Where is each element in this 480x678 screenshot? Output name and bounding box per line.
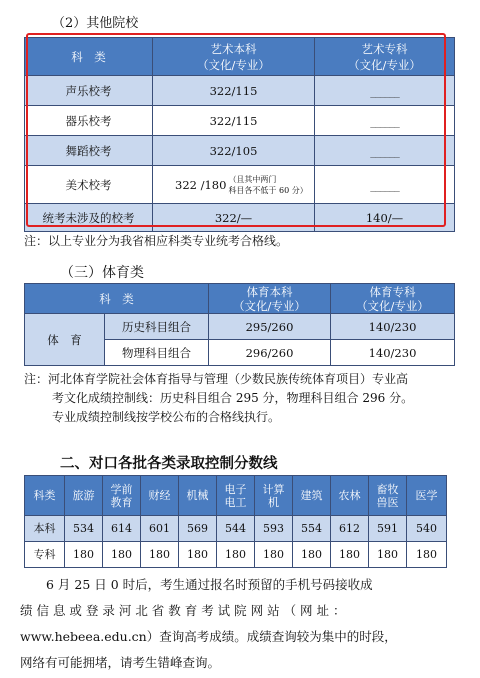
row-name: 声乐校考 — [25, 76, 153, 106]
score-cell: 180 — [179, 542, 217, 568]
score-cell: 601 — [141, 516, 179, 542]
section-title-other-schools: （2）其他院校 — [52, 16, 139, 31]
score-cell: 544 — [217, 516, 255, 542]
undergrad-score: 322/— — [153, 204, 315, 232]
header-cell: 电子 电工 — [217, 476, 255, 516]
undergrad-score: 296/260 — [209, 340, 331, 366]
undergrad-score: 322/115 — [153, 76, 315, 106]
college-score: 140/230 — [331, 340, 455, 366]
header-cell: 旅游 — [65, 476, 103, 516]
sports-score-table — [24, 283, 455, 366]
score-cell: 180 — [65, 542, 103, 568]
header-cell: 医学 — [407, 476, 447, 516]
red-highlight-frame — [26, 33, 446, 227]
score-cell: 591 — [369, 516, 407, 542]
score-cell: 569 — [179, 516, 217, 542]
undergrad-score: 322 /180 — [175, 177, 227, 192]
table-row — [25, 542, 447, 568]
college-score: ______ — [315, 136, 455, 166]
college-score: ______ — [315, 76, 455, 106]
header-row — [25, 476, 447, 516]
score-cell: 180 — [293, 542, 331, 568]
row-label: 专科 — [25, 542, 65, 568]
score-cell: 534 — [65, 516, 103, 542]
paragraph-line: www.hebeea.edu.cn）查询高考成绩。成绩查询较为集中的时段， — [20, 629, 397, 644]
score-cell: 540 — [407, 516, 447, 542]
college-score: 140/— — [315, 204, 455, 232]
header-sports-undergrad: 体育本科 （文化/专业） — [209, 284, 331, 314]
undergrad-score: 322/115 — [153, 106, 315, 136]
row-name: 器乐校考 — [25, 106, 153, 136]
score-cell: 180 — [141, 542, 179, 568]
college-score: 140/230 — [331, 314, 455, 340]
score-cell: 180 — [407, 542, 447, 568]
header-sports-college: 体育专科 （文化/专业） — [331, 284, 455, 314]
row-name: 统考未涉及的校考 — [25, 204, 153, 232]
college-score: ______ — [315, 106, 455, 136]
score-cell: 554 — [293, 516, 331, 542]
score-cell: 180 — [103, 542, 141, 568]
score-cell: 593 — [255, 516, 293, 542]
score-note: （且其中两门 科目各不低于 60 分） — [228, 174, 308, 195]
subject-combo: 历史科目组合 — [105, 314, 209, 340]
score-cell: 180 — [217, 542, 255, 568]
header-category: 科 类 — [25, 284, 209, 314]
header-cell: 农林 — [331, 476, 369, 516]
note-art: 注：以上专业分为我省相应科类专业统考合格线。 — [24, 234, 289, 248]
header-cell: 财经 — [141, 476, 179, 516]
section-title-sports: （三）体育类 — [60, 265, 144, 281]
note-line: 考文化成绩控制线：历史科目组合 295 分，物理科目组合 296 分。 — [52, 391, 414, 405]
note-sports — [24, 370, 464, 427]
score-cell: 180 — [331, 542, 369, 568]
header-cell: 畜牧 兽医 — [369, 476, 407, 516]
score-cell: 180 — [369, 542, 407, 568]
header-art-college: 艺术专科 （文化/专业） — [315, 38, 455, 76]
paragraph-line: 绩 信 息 或 登 录 河 北 省 教 育 考 试 院 网 站 （ 网 址 ： — [20, 603, 346, 618]
college-score: ______ — [315, 166, 455, 204]
header-cell: 机械 — [179, 476, 217, 516]
sports-group-label: 体 育 — [25, 314, 105, 366]
header-art-undergrad: 艺术本科 （文化/专业） — [153, 38, 315, 76]
header-cell: 科类 — [25, 476, 65, 516]
row-name: 舞蹈校考 — [25, 136, 153, 166]
score-query-paragraph — [20, 572, 460, 676]
paragraph-line: 网络有可能拥堵，请考生错峰查询。 — [20, 655, 221, 670]
score-cell: 180 — [255, 542, 293, 568]
header-cell: 计算 机 — [255, 476, 293, 516]
score-cell: 614 — [103, 516, 141, 542]
header-cell: 学前 教育 — [103, 476, 141, 516]
note-line: 专业成绩控制线按学校公布的合格线执行。 — [52, 410, 281, 424]
table-row — [25, 516, 447, 542]
undergrad-score: 295/260 — [209, 314, 331, 340]
subject-combo: 物理科目组合 — [105, 340, 209, 366]
note-line: 注：河北体育学院社会体育指导与管理（少数民族传统体育项目）专业高 — [24, 372, 409, 386]
paragraph-line: 6 月 25 日 0 时后，考生通过报名时预留的手机号码接收成 — [46, 577, 373, 592]
vocational-score-table — [24, 475, 447, 568]
section-title-vocational: 二、对口各批各类录取控制分数线 — [60, 455, 278, 472]
undergrad-score: 322/105 — [153, 136, 315, 166]
row-label: 本科 — [25, 516, 65, 542]
score-cell: 612 — [331, 516, 369, 542]
header-category: 科 类 — [25, 38, 153, 76]
header-cell: 建筑 — [293, 476, 331, 516]
table-row — [25, 314, 455, 340]
row-name: 美术校考 — [25, 166, 153, 204]
